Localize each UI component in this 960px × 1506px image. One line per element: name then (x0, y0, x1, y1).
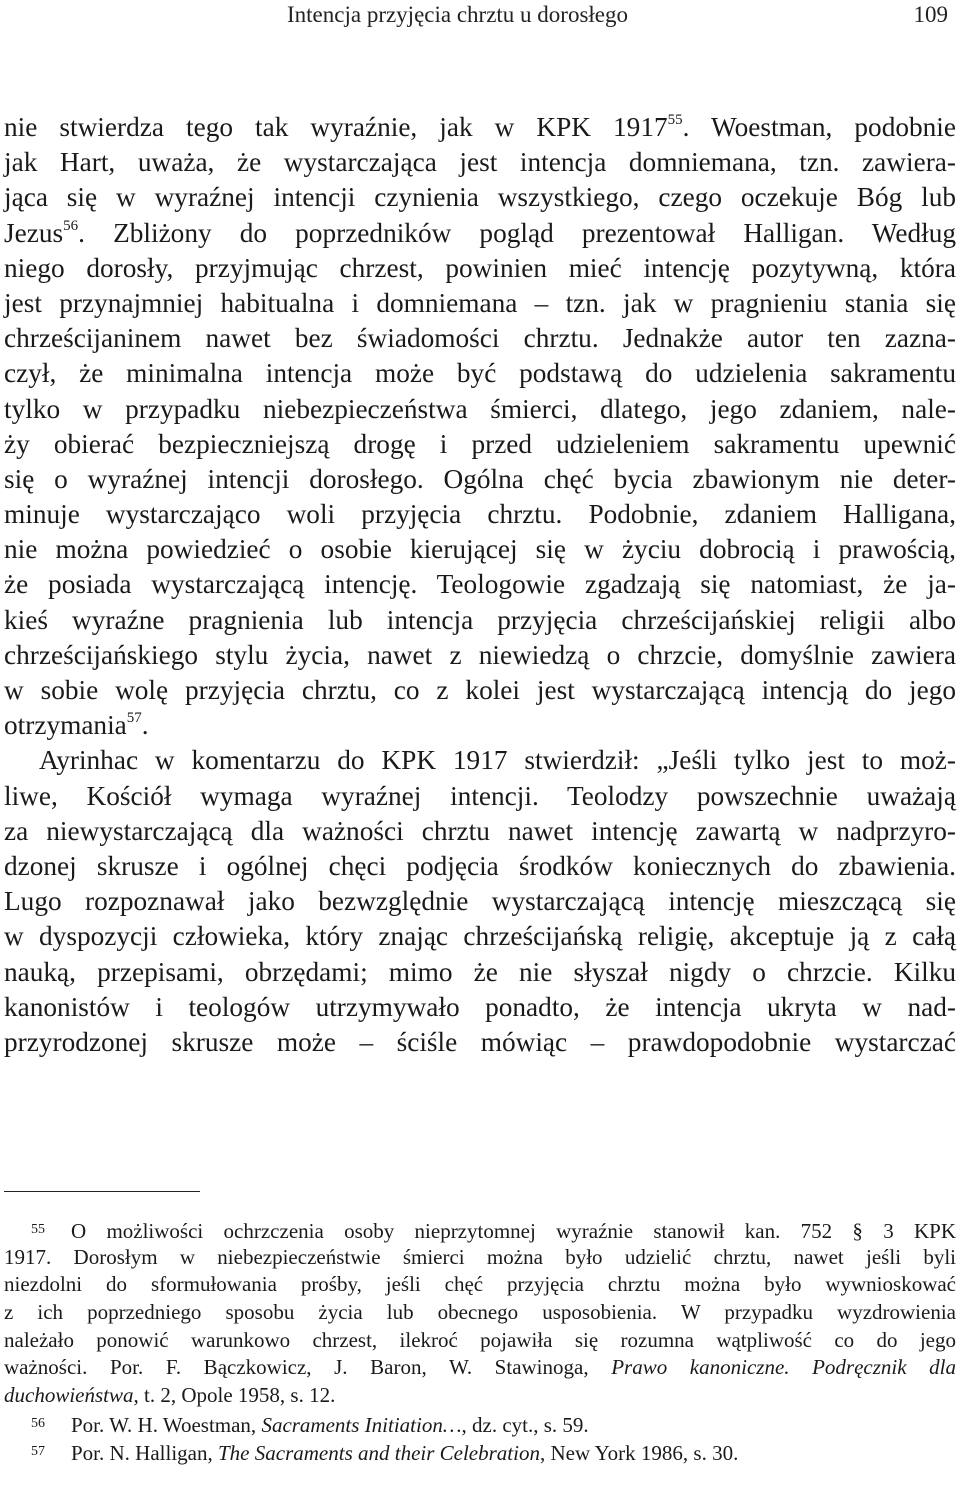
footnote-text: niezdolni do sformułowania prośby, jeśli chęć przyjęcia chrztu można było wywnioskować (4, 1272, 956, 1297)
footnote-ref: 55 (667, 112, 683, 128)
text-line (4, 321, 956, 356)
text-line (4, 708, 956, 743)
footnote-line (4, 1299, 956, 1327)
footnote-number: 56 (31, 1415, 45, 1431)
line-text: niego dorosły, przyjmując chrzest, powinien mieć intencję pozytywną, która (4, 252, 956, 283)
line-text: jak Hart, uważa, że wystarczająca jest intencja domniemana, tzn. zawiera- (4, 147, 956, 178)
footnote-text: , New York 1986, s. 30. (539, 1440, 739, 1465)
text-line (4, 567, 956, 602)
text-line (4, 638, 956, 673)
footnote-text: Por. W. H. Woestman, (71, 1412, 262, 1437)
line-text: chrześcijaninem nawet bez świadomości chrztu. Jednakże autor ten zazna- (4, 323, 956, 354)
text-line (4, 180, 956, 215)
footnote-ref: 57 (126, 710, 142, 727)
footnote-title: Prawo kanoniczne. Podręcznik dla (611, 1355, 957, 1380)
text-line (4, 427, 956, 462)
footnote-title: duchowieństwa (4, 1383, 134, 1408)
running-title: Intencja przyjęcia chrztu u dorosłego (287, 2, 629, 27)
page-number: 109 (913, 2, 948, 27)
line-text: jąca się w wyraźnej intencji czynienia wszystkiego, czego oczekuje Bóg lub (4, 182, 956, 213)
footnote-line (4, 1382, 956, 1410)
line-text: minuje wystarczająco woli przyjęcia chrztu. Podobnie, zdaniem Halligana, (4, 499, 956, 530)
text-line (4, 216, 956, 251)
text-line (4, 286, 956, 321)
text-line (4, 110, 956, 145)
line-text: w dyspozycji człowieka, który znając chrześcijańską religię, akceptuje ją z całą (4, 921, 956, 952)
line-text: otrzymania (4, 710, 127, 741)
footnotes (4, 1216, 956, 1465)
line-text: . Zbliżony do poprzedników pogląd prezentował Halligan. Według (78, 217, 956, 248)
footnote-line (4, 1438, 956, 1466)
text-line (4, 145, 956, 180)
text-line (4, 884, 956, 919)
footnote-text: , t. 2, Opole 1958, s. 12. (133, 1383, 336, 1408)
line-text: jest przynajmniej habitualna i domniemana – tzn. jak w pragnieniu stania się (4, 287, 956, 318)
line-text: dzonej skrusze i ogólnej chęci podjęcia środków koniecznych do zbawienia. (4, 850, 956, 881)
line-text: nie można powiedzieć o osobie kierującej się w życiu dobrocią i prawością, (4, 534, 956, 565)
line-text: . (141, 710, 149, 741)
footnote-number: 55 (31, 1222, 45, 1237)
text-line (4, 743, 956, 778)
footnote-separator (4, 1191, 200, 1192)
footnote-title: The Sacraments and their Celebration (218, 1440, 540, 1465)
line-text: Ayrinhac w komentarzu do KPK 1917 stwierdził: „Jeśli tylko jest to moż- (39, 745, 956, 776)
footnote-line (4, 1354, 956, 1382)
footnote-text: z ich poprzedniego sposobu życia lub obecnego usposobienia. W przypadku wyzdrowienia (4, 1300, 956, 1325)
text-line (4, 462, 956, 497)
footnote-text: Por. N. Halligan, (71, 1440, 218, 1465)
text-line (4, 990, 956, 1025)
line-text: w sobie wolę przyjęcia chrztu, co z kolei jest wystarczającą intencją do jego (4, 675, 956, 705)
footnote-text: O możliwości ochrzczenia osoby nieprzytomnej wyraźnie stanowił kan. 752 § 3 KPK (71, 1219, 956, 1243)
text-line (4, 532, 956, 567)
text-line (4, 849, 956, 884)
line-text: przyrodzonej skrusze może – ściśle mówiąc – prawdopodobnie wystarczać (4, 1026, 956, 1057)
footnote-line (4, 1271, 956, 1299)
line-text: za niewystarczającą dla ważności chrztu nawet intencję zawartą w nadprzyro- (4, 815, 956, 846)
text-line (4, 1025, 956, 1060)
footnote-line (4, 1327, 956, 1355)
footnote-line (4, 1244, 956, 1272)
line-text: czył, że minimalna intencja może być podstawą do udzielenia sakramentu (4, 358, 956, 389)
line-text: się o wyraźnej intencji dorosłego. Ogólna chęć bycia zbawionym nie deter- (4, 463, 956, 494)
footnote-line (4, 1410, 956, 1438)
footnote-text: , dz. cyt., s. 59. (461, 1412, 589, 1437)
footnote-line (4, 1216, 956, 1244)
text-line (4, 251, 956, 286)
text-line (4, 603, 956, 638)
line-text: kanonistów i teologów utrzymywało ponadto, że intencja ukryta w nad- (4, 991, 956, 1022)
footnote-text: należało ponowić warunkowo chrzest, ilekroć pojawiła się rozumna wątpliwość co do jego (4, 1327, 956, 1352)
footnote-ref: 56 (63, 217, 79, 234)
footnote-number: 57 (31, 1443, 45, 1459)
line-text: Jezus (4, 217, 64, 248)
line-text: Lugo rozpoznawał jako bezwzględnie wystarczającą intencję mieszczącą się (4, 886, 956, 917)
text-line (4, 392, 956, 427)
line-text: chrześcijańskiego stylu życia, nawet z niewiedzą o chrzcie, domyślnie zawiera (4, 639, 956, 670)
line-text: liwe, Kościół wymaga wyraźnej intencji. Teolodzy powszechnie uważają (4, 780, 956, 811)
line-text: nie stwierdza tego tak wyraźnie, jak w KPK 1917 (4, 112, 668, 142)
line-text: kieś wyraźne pragnienia lub intencja przyjęcia chrześcijańskiej religii albo (4, 604, 956, 635)
footnote-text: ważności. Por. F. Bączkowicz, J. Baron, W. Stawinoga, (4, 1355, 612, 1380)
line-text: nauką, przepisami, obrzędami; mimo że nie słyszał nigdy o chrzcie. Kilku (4, 956, 956, 987)
line-text: że posiada wystarczającą intencję. Teologowie zgadzają się natomiast, że ja- (4, 569, 956, 600)
text-line (4, 814, 956, 849)
text-line (4, 673, 956, 708)
line-text: . Woestman, podobnie (682, 112, 956, 142)
text-line (4, 497, 956, 532)
text-line (4, 356, 956, 391)
text-line (4, 779, 956, 814)
footnote-text: 1917. Dorosłym w niebezpieczeństwie śmierci można było udzielić chrztu, nawet jeśli byli (4, 1244, 956, 1269)
running-header (0, 2, 960, 28)
text-line (4, 919, 956, 954)
body-text (4, 110, 956, 1060)
line-text: tylko w przypadku niebezpieczeństwa śmierci, dlatego, jego zdaniem, nale- (4, 393, 956, 424)
text-line (4, 955, 956, 990)
footnote-title: Sacraments Initiation… (261, 1412, 462, 1437)
line-text: ży obierać bezpieczniejszą drogę i przed udzieleniem sakramentu upewnić (4, 428, 956, 459)
